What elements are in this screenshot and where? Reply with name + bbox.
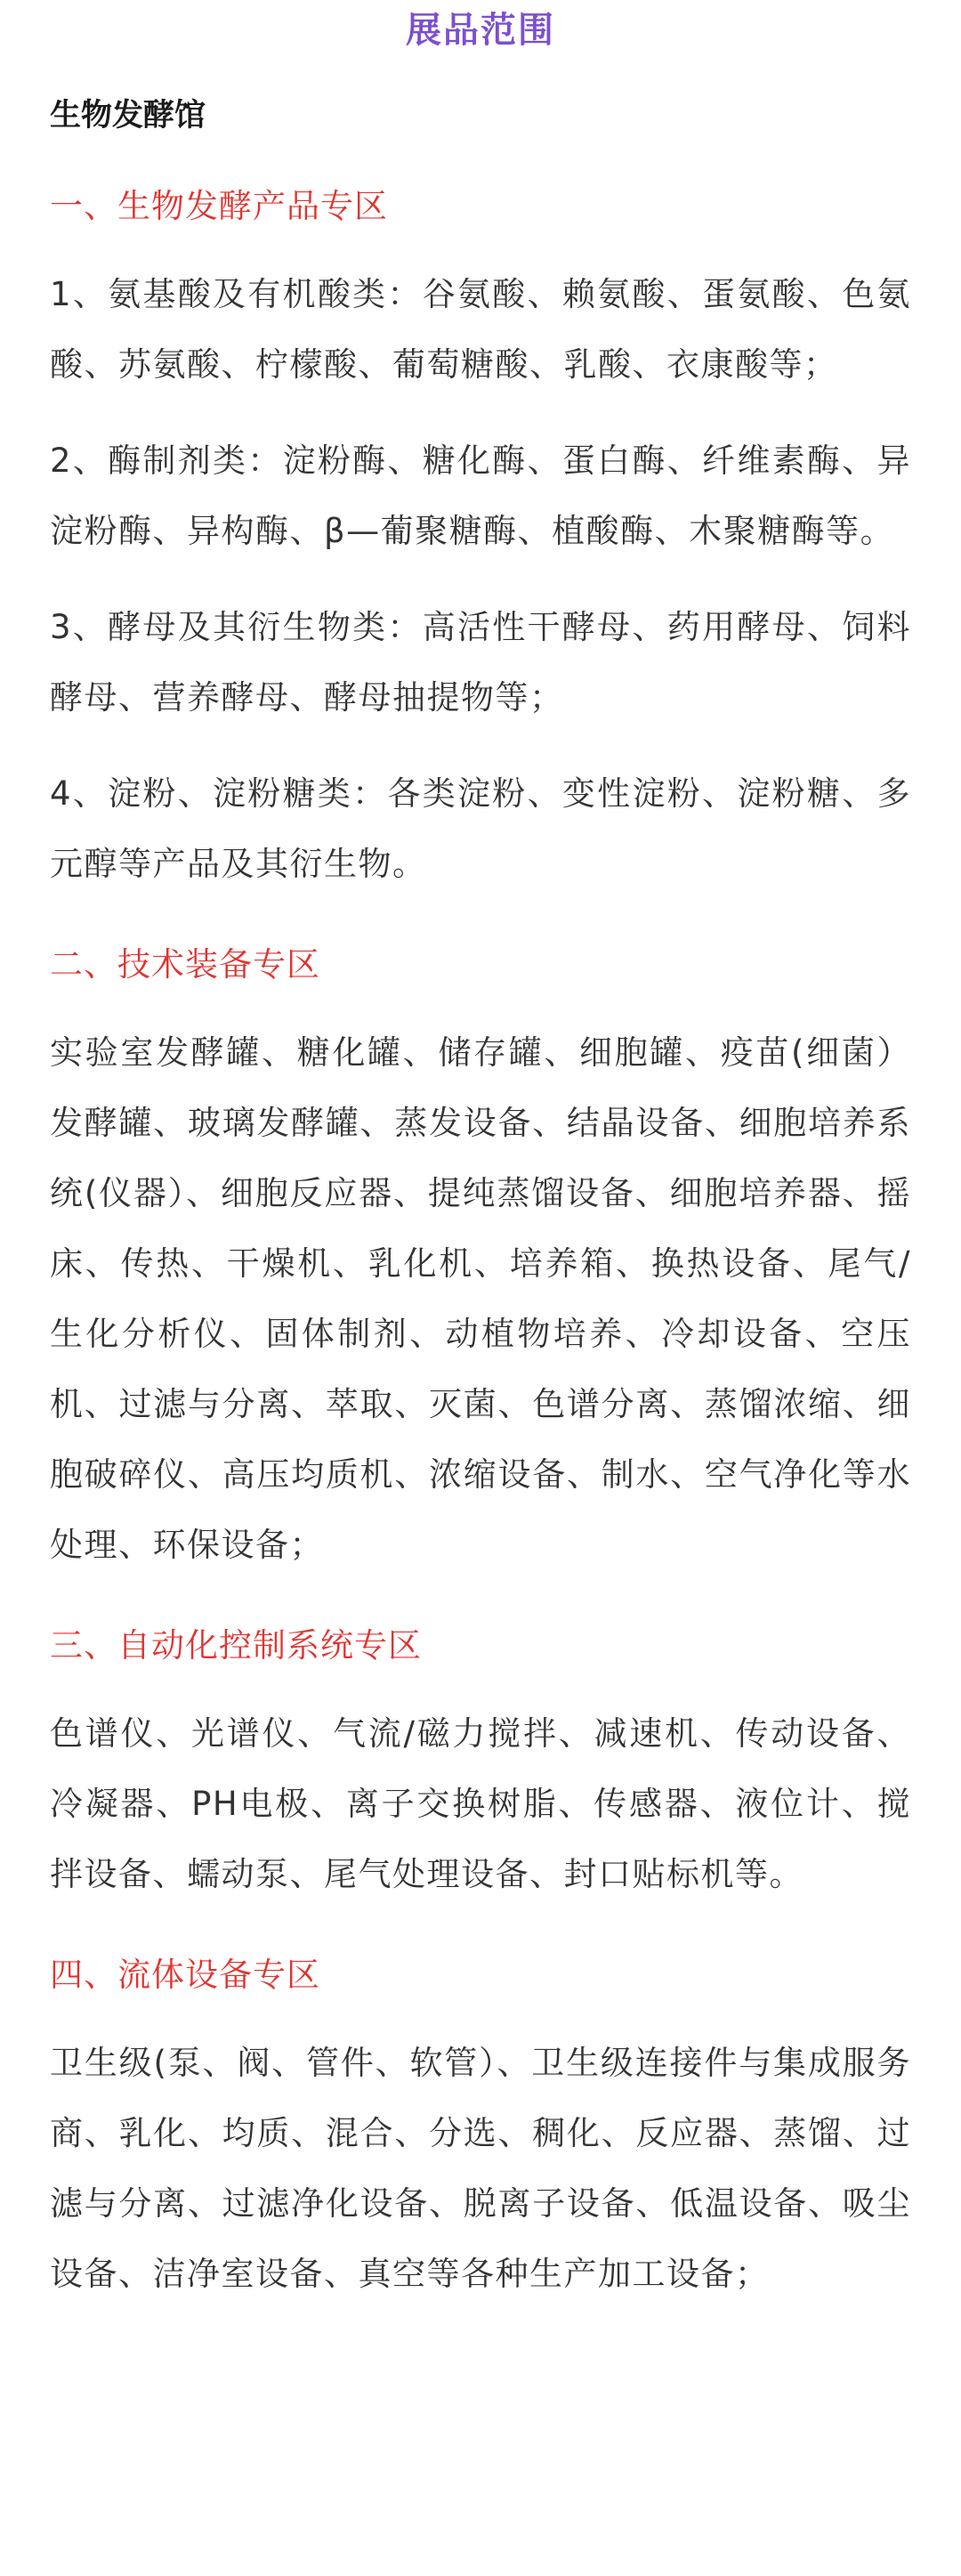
section-heading: 二、技术装备专区 (50, 945, 320, 984)
hall-name: 生物发酵馆 (50, 98, 206, 134)
section-heading: 一、生物发酵产品专区 (50, 187, 388, 225)
section-fluid-equipment (50, 1950, 911, 2309)
paragraph-starch: 4、淀粉、淀粉糖类：各类淀粉、变性淀粉、淀粉糖、多元醇等产品及其衍生物。 (50, 774, 911, 883)
paragraph-equipment-list: 实验室发酵罐、糖化罐、储存罐、细胞罐、疫苗(细菌）发酵罐、玻璃发酵罐、蒸发设备、结晶设备、细胞培养系统(仪器）、细胞反应器、提纯蒸馏设备、细胞培养器、摇床、传热、干燥机、乳化机、培养箱、换热设备、尾气/生化分析仪、固体制剂、动植物培养、冷却设备、空压机、过滤与分离、萃取、灭菌、色谱分离、蒸馏浓缩、细胞破碎仪、高压均质机、浓缩设备、制水、空气净化等水处理、环保设备； (50, 1033, 911, 1564)
section-heading: 四、流体设备专区 (50, 1956, 320, 1994)
section-automation-control (50, 1621, 911, 1909)
paragraph-automation-list: 色谱仪、光谱仪、气流/磁力搅拌、减速机、传动设备、冷凝器、PH电极、离子交换树脂、传感器、液位计、搅拌设备、蠕动泵、尾气处理设备、封口贴标机等。 (50, 1714, 911, 1893)
paragraph-yeast: 3、酵母及其衍生物类：高活性干酵母、药用酵母、饲料酵母、营养酵母、酵母抽提物等； (50, 608, 911, 717)
paragraph-enzymes: 2、酶制剂类：淀粉酶、糖化酶、蛋白酶、纤维素酶、异淀粉酶、异构酶、β—葡聚糖酶、植酸酶、木聚糖酶等。 (50, 441, 911, 550)
section-heading: 三、自动化控制系统专区 (50, 1626, 422, 1665)
page-title: 展品范围 (406, 10, 555, 51)
section-technical-equipment (50, 940, 911, 1580)
section-fermentation-products (50, 182, 911, 899)
paragraph-amino-acids: 1、氨基酸及有机酸类：谷氨酸、赖氨酸、蛋氨酸、色氨酸、苏氨酸、柠檬酸、葡萄糖酸、乳酸、衣康酸等； (50, 275, 911, 384)
paragraph-fluid-list: 卫生级(泵、阀、管件、软管）、卫生级连接件与集成服务商、乳化、均质、混合、分选、稠化、反应器、蒸馏、过滤与分离、过滤净化设备、脱离子设备、低温设备、吸尘设备、洁净室设备、真空等各种生产加工设备； (50, 2044, 911, 2293)
